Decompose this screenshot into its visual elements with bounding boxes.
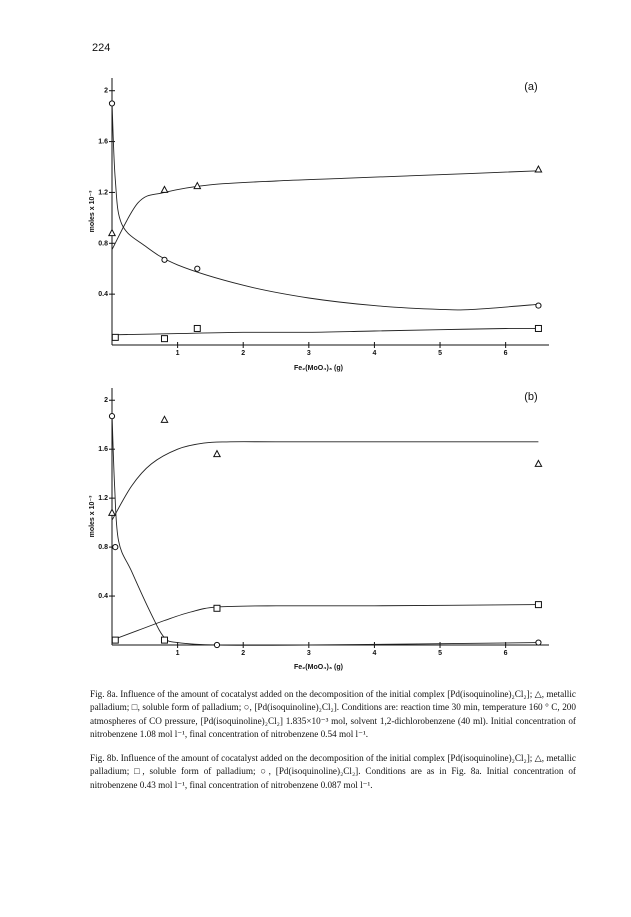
panel-tag: (b) [524, 391, 538, 403]
y-tick-label: 1.2 [98, 189, 108, 197]
x-axis-label: Fe₂(MoO₄)₃ (g) [294, 664, 343, 671]
x-tick-label: 4 [372, 650, 377, 657]
x-tick-label: 4 [372, 350, 377, 357]
y-tick-label: 2 [104, 87, 108, 95]
square-point [112, 637, 118, 643]
x-tick-label: 1 [175, 350, 180, 357]
x-tick-label: 6 [503, 350, 508, 357]
triangle-point [109, 509, 115, 515]
circle-point [536, 640, 541, 645]
y-tick-label: 1.6 [98, 446, 108, 454]
circle-point [162, 257, 167, 262]
triangle-point [214, 451, 220, 457]
triangle-fit-curve [112, 442, 538, 520]
square-point [161, 637, 167, 643]
triangle-point [194, 183, 200, 189]
triangle-point [535, 166, 541, 172]
figure-8b-caption: Fig. 8b. Influence of the amount of cocatalyst added on the decomposition of the initial complex [Pd(isoquinoline)₂Cl₂]; △, metallic palladium; □, soluble form of palladium; ○, [Pd(isoquinoline)₂Cl₂]. Conditions are as in Fig. 8a. Initial concentration of nitrobenzene 0.43 mol l⁻¹, final concentration of nitrobenzene 0.087 mol l⁻¹. [90, 753, 576, 790]
x-tick-label: 1 [175, 650, 180, 657]
circle-point [536, 303, 541, 308]
y-tick-label: 2 [104, 397, 108, 405]
x-tick-label: 3 [306, 650, 311, 657]
circle-point [195, 266, 200, 271]
y-tick-label: 1.6 [98, 138, 108, 146]
circle-fit-curve [112, 413, 538, 646]
page-number: 224 [92, 42, 111, 54]
triangle-fit-curve [112, 171, 538, 250]
y-tick-label: 0.4 [98, 593, 108, 601]
x-tick-label: 2 [241, 350, 246, 357]
triangle-point [161, 416, 167, 422]
circle-point [113, 544, 118, 549]
square-point [214, 605, 220, 611]
square-point [535, 325, 541, 331]
circle-point [109, 414, 114, 419]
figure-8b-plot [0, 380, 631, 680]
y-tick-label: 1.2 [98, 495, 108, 503]
circle-point [214, 642, 219, 647]
figure-8a-plot [0, 70, 631, 380]
x-tick-label: 5 [438, 350, 442, 357]
y-axis-label: moles x 10⁻³ [89, 495, 96, 538]
x-tick-label: 3 [306, 350, 311, 357]
y-tick-label: 0.8 [98, 240, 108, 248]
square-point [194, 325, 200, 331]
circle-fit-curve [112, 101, 538, 310]
square-fit-curve [112, 605, 538, 641]
y-tick-label: 0.8 [98, 544, 108, 552]
triangle-point [109, 230, 115, 236]
triangle-point [535, 460, 541, 466]
circle-point [109, 101, 114, 106]
x-tick-label: 6 [503, 650, 508, 657]
panel-tag: (a) [524, 81, 538, 93]
y-tick-label: 0.4 [98, 291, 108, 299]
square-fit-curve [112, 328, 538, 334]
x-tick-label: 2 [241, 650, 246, 657]
x-tick-label: 5 [438, 650, 442, 657]
square-point [112, 334, 118, 340]
triangle-point [161, 186, 167, 192]
square-point [535, 602, 541, 608]
y-axis-label: moles x 10⁻³ [89, 190, 96, 233]
square-point [161, 336, 167, 342]
figure-8a-caption: Fig. 8a. Influence of the amount of cocatalyst added on the decomposition of the initial complex [Pd(isoquinoline)₂Cl₂]; △, metallic palladium; □, soluble form of palladium; ○, [Pd(isoquinoline)₂Cl₂]. Conditions are: reaction time 30 min, temperature 160 ° C, 200 atmospheres of CO pressure, [Pd(isoquinoline)₂Cl₂] 1.835×10⁻³ mol, solvent 1,2-dichlorobenzene (40 ml). Initial concentration of nitrobenzene 1.08 mol l⁻¹, final concentration of nitrobenzene 0.54 mol l⁻¹. [90, 689, 576, 740]
x-axis-label: Fe₂(MoO₄)₃ (g) [294, 365, 343, 372]
